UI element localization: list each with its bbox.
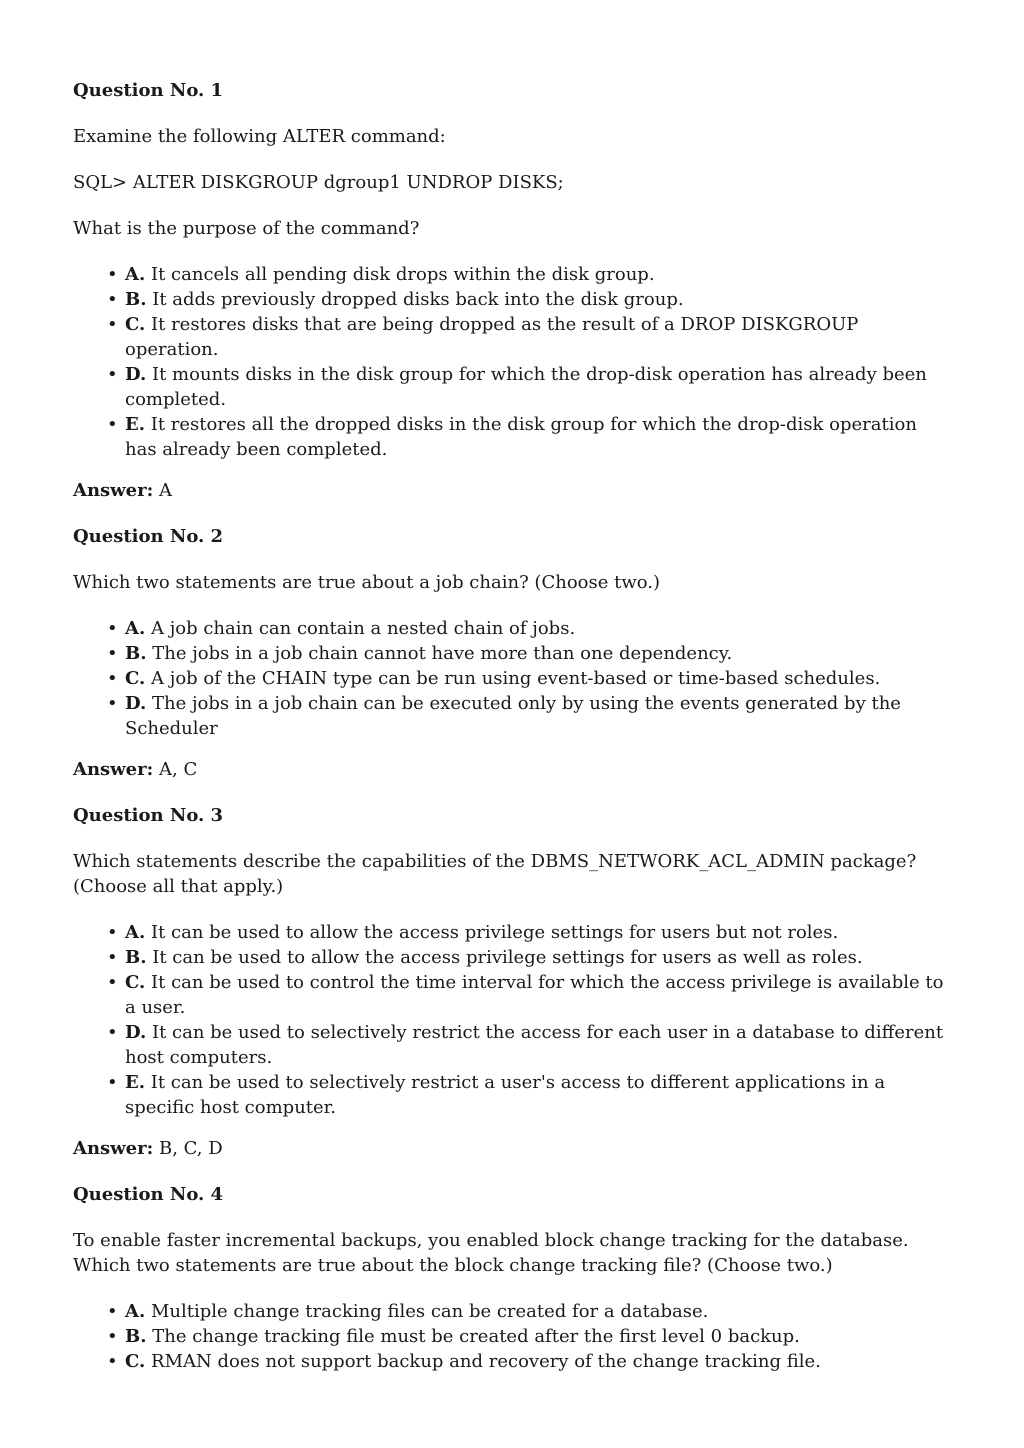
- option-item: [107, 412, 953, 462]
- option-item: [107, 262, 953, 287]
- option-text: The jobs in a job chain can be executed only by using the events generated by the Scheduler: [125, 693, 901, 739]
- option-list: [73, 920, 953, 1120]
- option-letter: B.: [125, 643, 147, 664]
- option-letter: D.: [125, 1022, 147, 1043]
- answer-value: B, C, D: [159, 1138, 223, 1159]
- option-letter: E.: [125, 1072, 145, 1093]
- option-letter: B.: [125, 289, 147, 310]
- question-text: Examine the following ALTER command:: [73, 126, 446, 147]
- sql-command: SQL> ALTER DISKGROUP dgroup1 UNDROP DISKS;: [73, 172, 564, 193]
- option-item: [107, 691, 953, 741]
- question-title: Question No. 4: [73, 1184, 224, 1205]
- option-item: [107, 1020, 953, 1070]
- option-text: It can be used to selectively restrict a user's access to different applications in a specific host computer.: [125, 1072, 886, 1118]
- answer-label: Answer:: [73, 480, 154, 501]
- option-letter: A.: [125, 618, 146, 639]
- bullet-icon: •: [107, 364, 118, 385]
- answer-line: [73, 478, 953, 503]
- option-letter: C.: [125, 972, 146, 993]
- question-text: Which two statements are true about a job chain? (Choose two.): [73, 572, 661, 593]
- option-item: [107, 1299, 953, 1324]
- bullet-icon: •: [107, 643, 118, 664]
- option-letter: C.: [125, 668, 146, 689]
- question-title: Question No. 2: [73, 526, 224, 547]
- option-text: It can be used to control the time interval for which the access privilege is available to a user.: [125, 972, 944, 1018]
- question-4: [73, 1182, 953, 1374]
- option-letter: D.: [125, 693, 147, 714]
- option-letter: C.: [125, 1351, 146, 1372]
- option-letter: E.: [125, 414, 145, 435]
- option-text: It cancels all pending disk drops within the disk group.: [150, 264, 655, 285]
- answer-line: [73, 757, 953, 782]
- question-text: To enable faster incremental backups, you enabled block change tracking for the database. Which two statements are true about the block change tracking file? (Choose two.): [73, 1230, 909, 1276]
- bullet-icon: •: [107, 1022, 118, 1043]
- question-3: [73, 803, 953, 1161]
- question-2: [73, 524, 953, 782]
- option-text: A job of the CHAIN type can be run using event-based or time-based schedules.: [151, 668, 881, 689]
- question-1: [73, 78, 953, 503]
- bullet-icon: •: [107, 414, 118, 435]
- option-item: [107, 1324, 953, 1349]
- option-letter: B.: [125, 947, 147, 968]
- option-text: The change tracking file must be created after the first level 0 backup.: [152, 1326, 800, 1347]
- bullet-icon: •: [107, 1351, 118, 1372]
- option-text: Multiple change tracking files can be created for a database.: [150, 1301, 709, 1322]
- answer-label: Answer:: [73, 1138, 154, 1159]
- option-text: RMAN does not support backup and recovery of the change tracking file.: [151, 1351, 821, 1372]
- option-item: [107, 945, 953, 970]
- bullet-icon: •: [107, 264, 118, 285]
- bullet-icon: •: [107, 1301, 118, 1322]
- option-list: [73, 262, 953, 462]
- option-item: [107, 312, 953, 362]
- answer-label: Answer:: [73, 759, 154, 780]
- bullet-icon: •: [107, 668, 118, 689]
- bullet-icon: •: [107, 922, 118, 943]
- bullet-icon: •: [107, 1326, 118, 1347]
- document-page: [73, 78, 953, 1390]
- option-item: [107, 616, 953, 641]
- option-text: It restores disks that are being dropped as the result of a DROP DISKGROUP operation.: [125, 314, 859, 360]
- option-text: The jobs in a job chain cannot have more than one dependency.: [152, 643, 733, 664]
- option-item: [107, 1349, 953, 1374]
- answer-value: A: [159, 480, 172, 501]
- question-title: Question No. 1: [73, 80, 224, 101]
- option-item: [107, 920, 953, 945]
- bullet-icon: •: [107, 972, 118, 993]
- option-item: [107, 362, 953, 412]
- option-item: [107, 641, 953, 666]
- option-letter: A.: [125, 264, 146, 285]
- bullet-icon: •: [107, 947, 118, 968]
- option-text: It can be used to allow the access privilege settings for users as well as roles.: [152, 947, 863, 968]
- option-list: [73, 1299, 953, 1374]
- bullet-icon: •: [107, 314, 118, 335]
- option-text: It adds previously dropped disks back into the disk group.: [152, 289, 684, 310]
- option-letter: B.: [125, 1326, 147, 1347]
- option-text: It can be used to allow the access privilege settings for users but not roles.: [150, 922, 839, 943]
- option-letter: C.: [125, 314, 146, 335]
- option-letter: A.: [125, 922, 146, 943]
- option-item: [107, 287, 953, 312]
- bullet-icon: •: [107, 289, 118, 310]
- question-text: Which statements describe the capabilities of the DBMS_NETWORK_ACL_ADMIN package? (Choose all that apply.): [73, 851, 917, 897]
- option-letter: A.: [125, 1301, 146, 1322]
- option-letter: D.: [125, 364, 147, 385]
- option-item: [107, 970, 953, 1020]
- option-text: It restores all the dropped disks in the disk group for which the drop-disk operation has already been completed.: [125, 414, 917, 460]
- bullet-icon: •: [107, 693, 118, 714]
- answer-value: A, C: [159, 759, 198, 780]
- bullet-icon: •: [107, 618, 118, 639]
- bullet-icon: •: [107, 1072, 118, 1093]
- option-text: It mounts disks in the disk group for which the drop-disk operation has already been completed.: [125, 364, 927, 410]
- answer-line: [73, 1136, 953, 1161]
- question-title: Question No. 3: [73, 805, 224, 826]
- option-text: A job chain can contain a nested chain of jobs.: [150, 618, 576, 639]
- option-list: [73, 616, 953, 741]
- option-item: [107, 666, 953, 691]
- option-item: [107, 1070, 953, 1120]
- option-text: It can be used to selectively restrict the access for each user in a database to different host computers.: [125, 1022, 944, 1068]
- question-text: What is the purpose of the command?: [73, 218, 420, 239]
